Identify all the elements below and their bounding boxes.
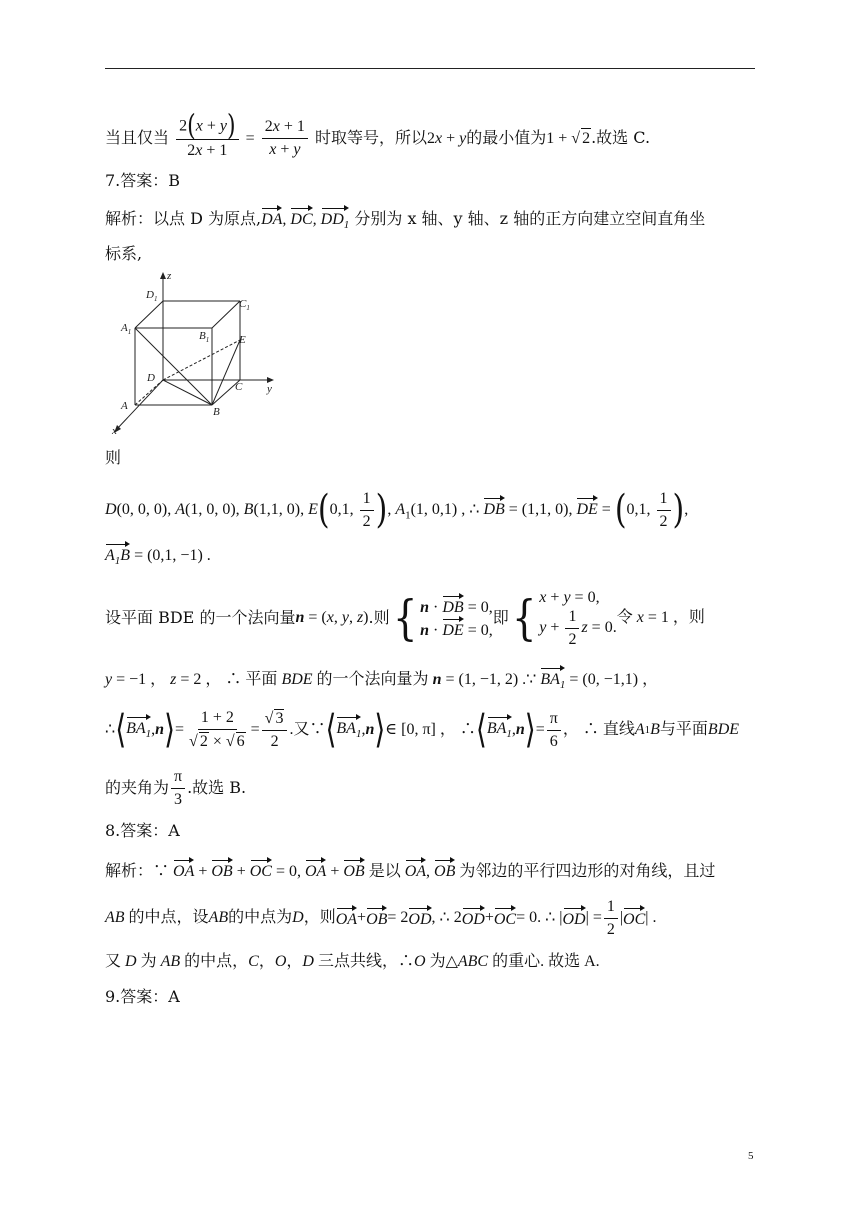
- vertex-A1: $A_1$: [121, 322, 132, 336]
- axis-label-x: x: [112, 425, 117, 437]
- q7-title: 7.答案：B: [105, 171, 181, 190]
- line-equality-condition: 当且仅当 $\frac{2(x + y)}{2x + 1}$ = $\frac{2x + 1}{x + y}$ 时取等号，所以2x + y的最小值为1 + √ 2.故选 C.: [105, 110, 651, 159]
- q8-analysis-line1: 解析：∵ OA + OB + OC = 0, OA + OB 是以 OA, OB 为邻边的平行四边形的对角线，且过: [105, 859, 715, 882]
- vertex-D1: $D_1$: [146, 289, 158, 303]
- vertex-C: C: [235, 381, 243, 393]
- cube-figure: [108, 268, 280, 440]
- q7-analysis-line2: 标系,: [105, 244, 143, 263]
- q7-normal-vector: 设平面 BDE 的一个法向量 n = (x, y, z) .则 { n · DB = 0, n · DE = 0, 即 { x + y = 0, y + $\frac{1}{2}$ z = 0. 令 x = 1 ，则: [105, 588, 705, 648]
- q7-ze: 则: [105, 448, 122, 467]
- vertex-B1: $B_1$: [199, 330, 210, 344]
- q7-cosine: ∴ ⟨ $BA_1$ , n ⟩ = $\frac{1 + 2}{√ 2 \times √ 6}$ = $\frac{√ 3}{2}$ .又∵ ⟨ $BA_1$ , n ⟩ ∈ [0, π] ， ∴ ⟨ $BA_1$ , n ⟩ = $\frac{\pi}{6}$ ， ∴ 直线 A 1 B 与平面 BDE: [105, 706, 740, 753]
- q8-title: 8.答案：A: [105, 821, 180, 840]
- vertex-A: A: [121, 400, 128, 412]
- vertex-C1: $C_1$: [239, 298, 250, 312]
- vertex-E: E: [239, 334, 246, 346]
- q8-analysis-line3: 又 D 为 AB 的中点，C，O，D 三点共线，∴O 为△ABC 的重心. 故选 A.: [105, 953, 600, 970]
- header-rule: [105, 68, 755, 69]
- axis-label-z: z: [167, 270, 172, 282]
- q7-solution: y = −1 ， z = 2 ， ∴ 平面 BDE 的一个法向量为 n = (1, −1, 2) .∵ $BA_1 = (0$, −1,1) ，: [105, 667, 658, 695]
- q7-analysis-line1: 解析：以点 D 为原点,DA, DC, $DD_1$ 分别为 x 轴、y 轴、z 轴的正方向建立空间直角坐: [105, 207, 705, 235]
- q8-analysis-line2: AB 的中点，设 AB 的中点为 D ，则 OA + OB = 2 OD , ∴ 2 OD + OC = 0. ∴ | OD | = $\frac{1}{2}$ | OC | .: [105, 897, 657, 938]
- q7-a1b: $A_1B = (0,1$, −1) .: [105, 543, 211, 571]
- q7-coordinates: D(0, 0, 0), A(1, 0, 0), B(1,1, 0), E(0,1, $\frac{1}{2}$ ), $A_1(1$, 0,1) , ∴ DB = (1,1, 0), DE = (0,1, $\frac{1}{2}$ ),: [105, 487, 689, 533]
- page-number: 5: [748, 1150, 754, 1162]
- vertex-D: D: [147, 372, 155, 384]
- q7-angle: 的夹角为 $\frac{\pi}{3}$ .故选 B.: [105, 767, 247, 808]
- axis-label-y: y: [267, 383, 272, 395]
- q9-title: 9.答案：A: [105, 987, 180, 1006]
- vertex-B: B: [213, 406, 220, 418]
